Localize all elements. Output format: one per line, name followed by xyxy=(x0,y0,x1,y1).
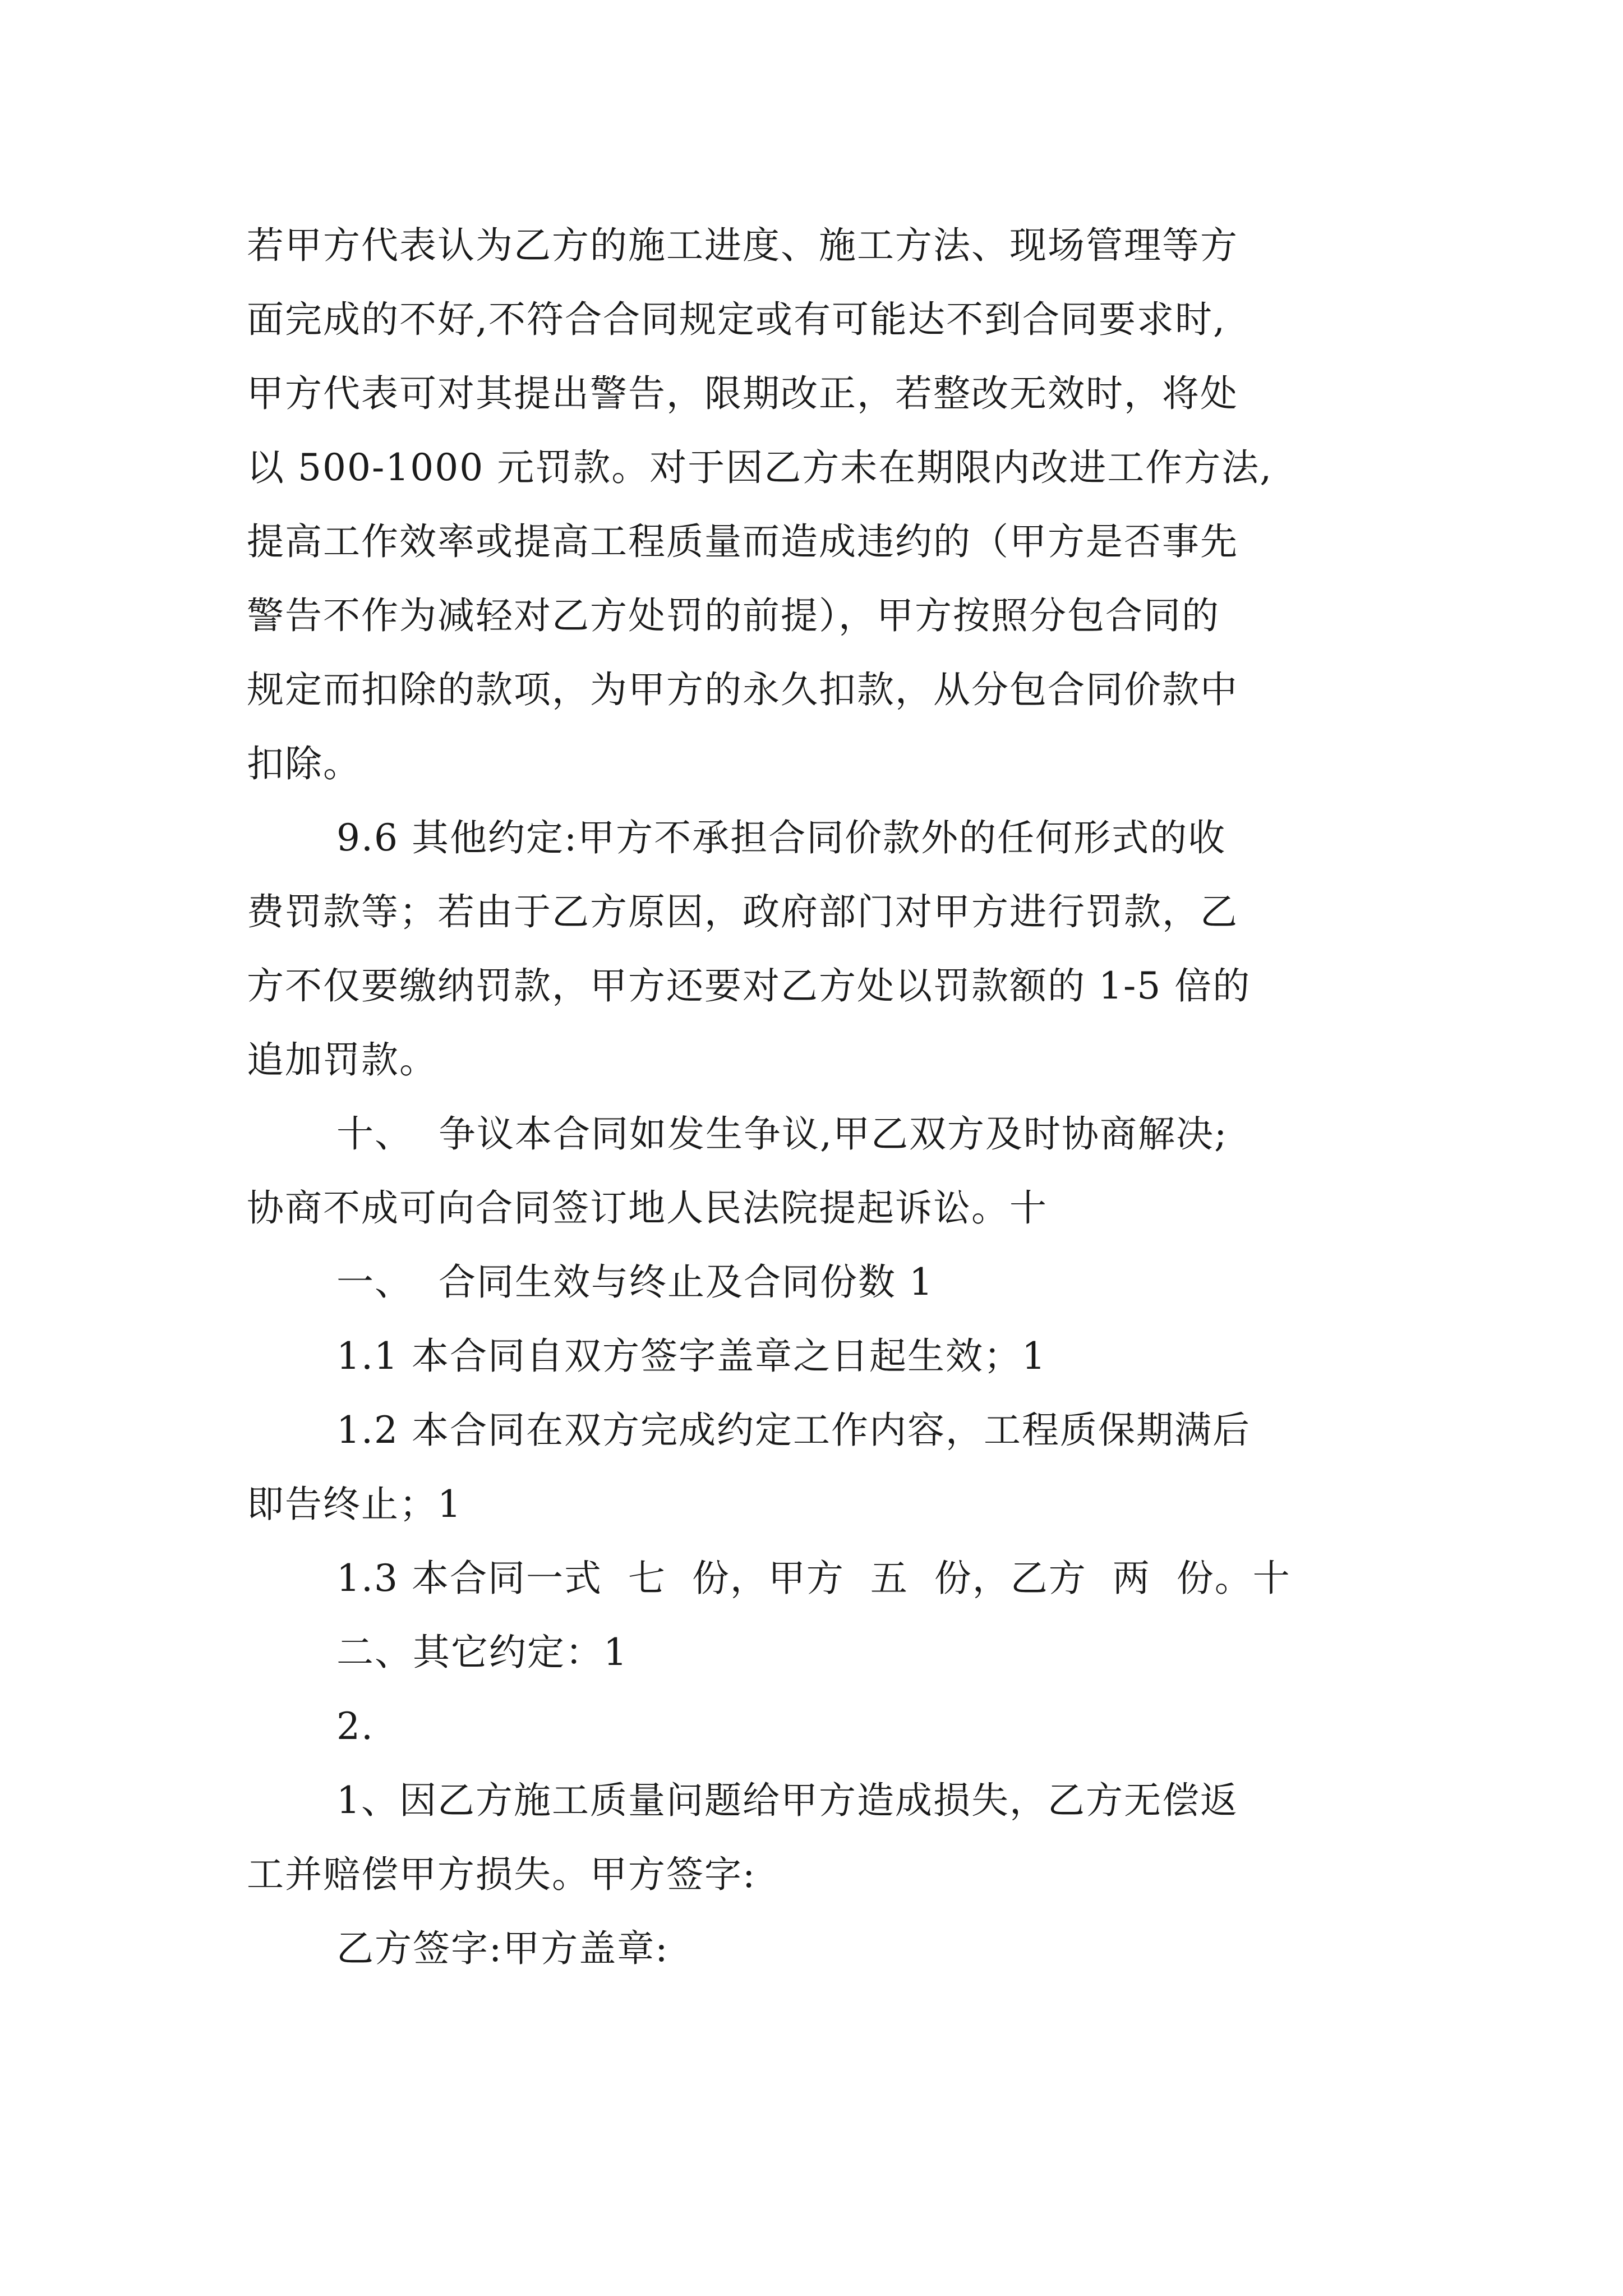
text-line: 追加罚款。 xyxy=(247,1038,437,1082)
text-line: 甲方代表可对其提出警告，限期改正，若整改无效时，将处 xyxy=(247,372,1238,415)
text-line: 若甲方代表认为乙方的施工进度、施工方法、现场管理等方 xyxy=(247,224,1238,267)
text-line: 2. xyxy=(336,1705,374,1748)
text-line: 工并赔偿甲方损失。甲方签字: xyxy=(247,1853,757,1896)
text-line: 费罚款等；若由于乙方原因，政府部门对甲方进行罚款，乙 xyxy=(247,890,1238,933)
text-line: 面完成的不好,不符合合同规定或有可能达不到合同要求时, xyxy=(247,298,1226,341)
text-line: 1.1 本合同自双方签字盖章之日起生效；1 xyxy=(336,1335,1046,1378)
text-line: 9.6 其他约定:甲方不承担合同价款外的任何形式的收 xyxy=(336,816,1227,859)
text-line: 1.3 本合同一式 七 份，甲方 五 份，乙方 两 份。十 xyxy=(336,1557,1291,1600)
text-line: 即告终止；1 xyxy=(247,1483,462,1526)
text-line: 以 500-1000 元罚款。对于因乙方未在期限内改进工作方法, xyxy=(247,446,1273,489)
text-line: 警告不作为减轻对乙方处罚的前提），甲方按照分包合同的 xyxy=(247,594,1220,637)
text-line: 二、其它约定：1 xyxy=(336,1631,628,1674)
text-line: 1、因乙方施工质量问题给甲方造成损失，乙方无偿返 xyxy=(336,1779,1238,1822)
text-line: 规定而扣除的款项，为甲方的永久扣款，从分包合同价款中 xyxy=(247,668,1238,711)
text-line: 提高工作效率或提高工程质量而造成违约的（甲方是否事先 xyxy=(247,520,1238,563)
text-line: 协商不成可向合同签订地人民法院提起诉讼。十 xyxy=(247,1186,1048,1230)
text-line: 一、 合同生效与终止及合同份数 1 xyxy=(336,1260,934,1304)
text-line: 十、 争议本合同如发生争议,甲乙双方及时协商解决; xyxy=(336,1112,1228,1156)
text-line: 乙方签字:甲方盖章: xyxy=(336,1927,669,1970)
text-line: 方不仅要缴纳罚款，甲方还要对乙方处以罚款额的 1-5 倍的 xyxy=(247,964,1251,1007)
text-line: 扣除。 xyxy=(247,742,361,785)
text-line: 1.2 本合同在双方完成约定工作内容，工程质保期满后 xyxy=(336,1409,1251,1452)
